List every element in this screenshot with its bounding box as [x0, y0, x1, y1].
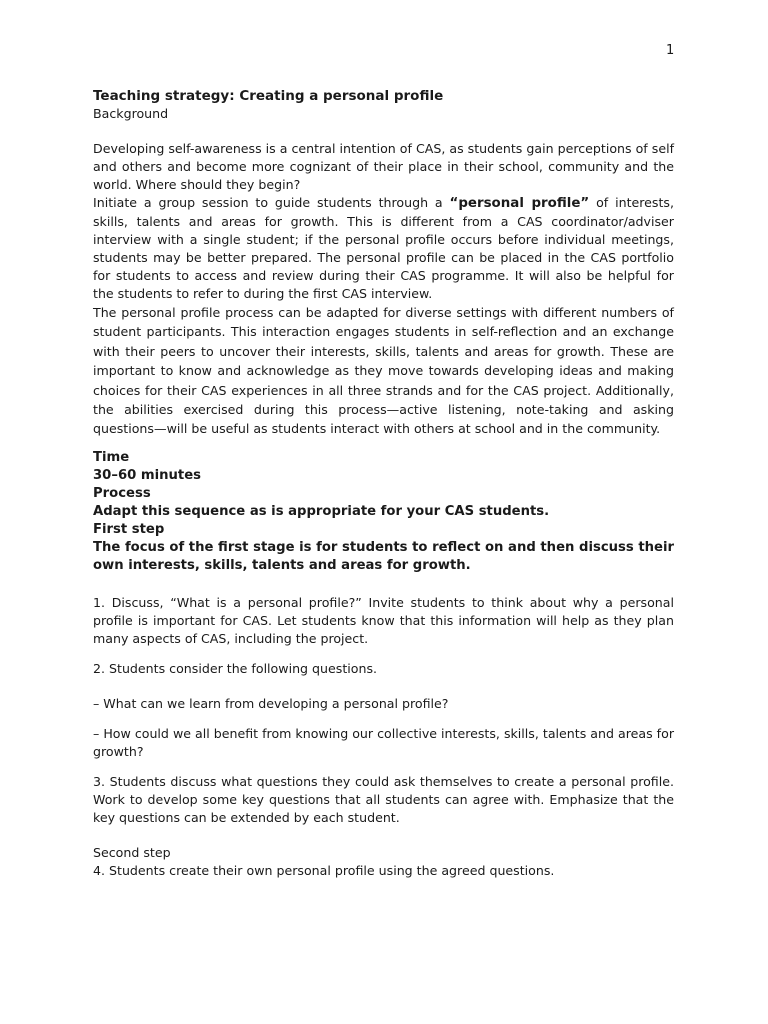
second-step-heading: Second step [93, 844, 171, 860]
paragraph-2-text-end: of interests, skills, talents and areas for growth. This is different from a CAS coordinator/adviser interview with a single student; if the personal profile occurs before individual meetings, students may be better prepared. The personal profile can be placed in the CAS portfolio for students to access and review during their CAS programme. It will also be helpful for the students to refer to during the first CAS interview. [93, 195, 674, 301]
document-title: Teaching strategy: Creating a personal profile [93, 88, 444, 104]
section-subtitle-background: Background [93, 106, 169, 121]
first-step-focus: The focus of the first stage is for students to reflect on and then discuss their own interests, skills, talents and areas for growth. [93, 539, 674, 573]
question-1: – What can we learn from developing a personal profile? [93, 695, 449, 711]
process-label: Process [93, 485, 151, 501]
time-label: Time [93, 449, 130, 465]
question-2: – How could we all benefit from knowing our collective interests, skills, talents and areas for growth? [93, 725, 674, 759]
step-1: 1. Discuss, “What is a personal profile?” Invite students to think about why a personal profile is important for CAS. Let students know that this information will help as they plan many aspects of CAS, including the project. [93, 594, 674, 646]
personal-profile-emphasis: “personal profile” [449, 196, 590, 211]
background-paragraph-3: The personal profile process can be adapted for diverse settings with different numbers of student participants. This interaction engages students in self-reflection and an exchange with their peers to uncover their interests, skills, talents and areas for growth. These are important to know and acknowledge as they move towards developing ideas and making choices for their CAS experiences in all three strands and for the CAS project. Additionally, the abilities exercised during this process—active listening, note-taking and asking questions—will be useful as students interact with others at school and in the community. [93, 305, 674, 437]
paragraph-2-text-start: Initiate a group session to guide students through a [93, 195, 450, 210]
page-number: 1 [666, 43, 675, 58]
step-2: 2. Students consider the following questions. [93, 660, 378, 676]
process-heading-block [93, 449, 674, 539]
adapt-instruction: Adapt this sequence as is appropriate for your CAS students. [93, 503, 550, 519]
step-3: 3. Students discuss what questions they could ask themselves to create a personal profile. Work to develop some key questions that all students can agree with. Emphasize that the key questions can be extended by each student. [93, 773, 674, 825]
time-value: 30–60 minutes [93, 467, 202, 483]
background-paragraph-1: Developing self-awareness is a central intention of CAS, as students gain perceptions of self and others and become more cognizant of their place in their school, community and the world. Where should they begin? [93, 141, 674, 192]
background-paragraph-2 [93, 194, 674, 303]
step-4: 4. Students create their own personal profile using the agreed questions. [93, 862, 555, 878]
first-step-heading: First step [93, 521, 165, 537]
document-body [93, 87, 674, 880]
